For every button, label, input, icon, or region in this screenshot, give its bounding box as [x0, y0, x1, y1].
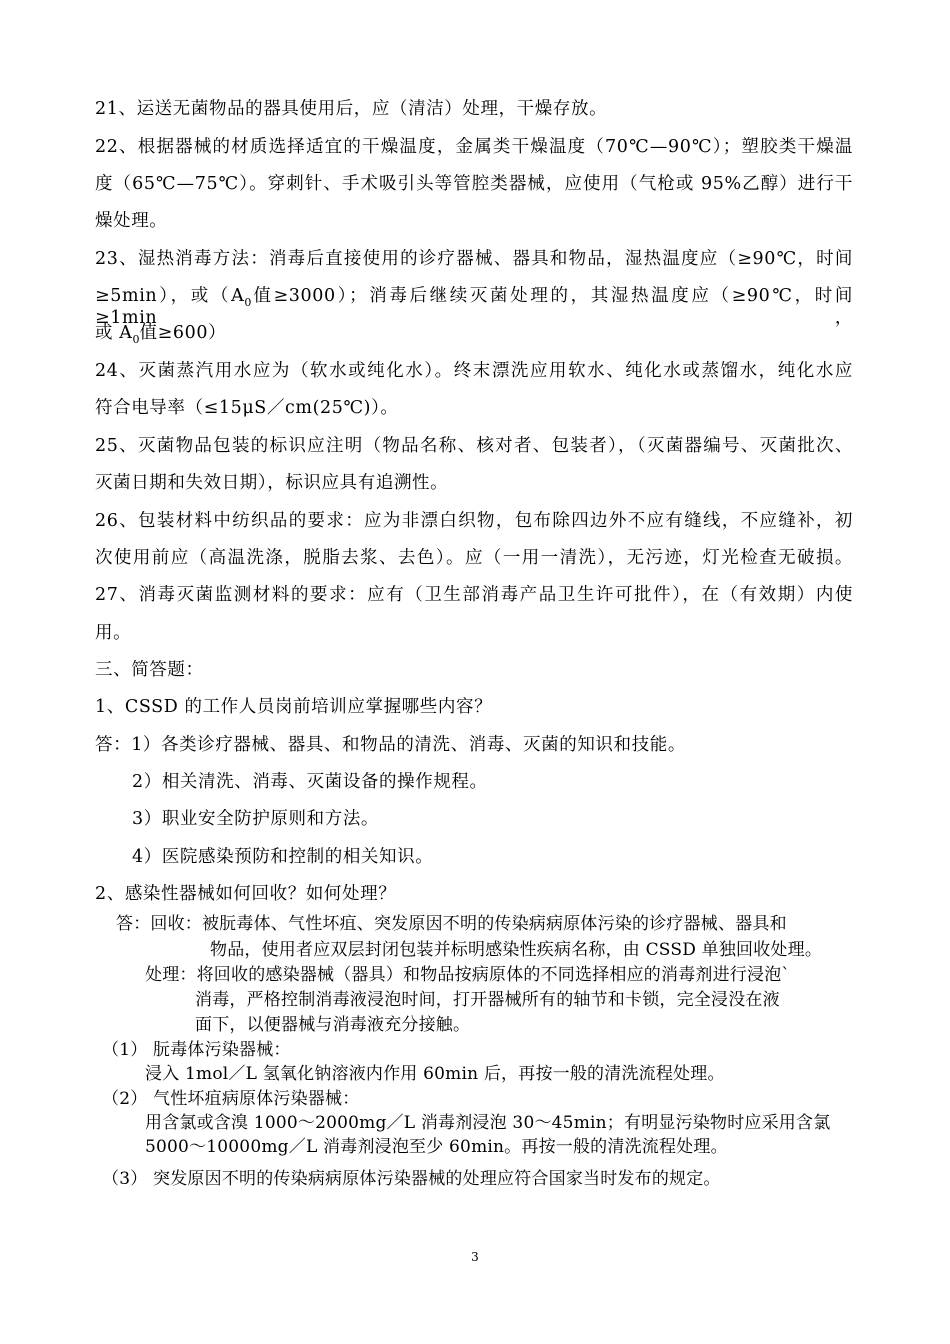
item-27-line-2: 用。: [95, 623, 132, 643]
item-21: 21、运送无菌物品的器具使用后，应（清洁）处理，干燥存放。: [95, 99, 608, 119]
item-23-line-2-post: 值≥3000）；消毒后继续灭菌处理的，其湿热温度应（≥90℃，时间≥1min，: [95, 286, 853, 328]
a0-subscript: 0: [244, 296, 252, 309]
item-22-line-3: 燥处理。: [95, 211, 168, 231]
item-27-line-1: 27、消毒灭菌监测材料的要求：应有（卫生部消毒产品卫生许可批件），在（有效期）内使: [95, 585, 853, 605]
item-23-line-2: [95, 286, 853, 328]
answer-2-process-line-2: 消毒，严格控制消毒液浸泡时间，打开器械所有的轴节和卡锁，完全浸没在液: [195, 990, 780, 1010]
gas-gangrene-heading: （2） 气性坏疽病原体污染器械：: [102, 1089, 360, 1109]
item-22-line-2: 度（65℃—75℃）。穿刺针、手术吸引头等管腔类器械，应使用（气枪或 95%乙醇）进行干: [95, 174, 853, 194]
question-1: 1、CSSD 的工作人员岗前培训应掌握哪些内容？: [95, 697, 493, 717]
item-22-line-1: 22、根据器械的材质选择适宜的干燥温度，金属类干燥温度（70℃—90℃）；塑胶类干燥温: [95, 137, 853, 157]
item-26-line-1: 26、包装材料中纺织品的要求：应为非漂白织物，包布除四边外不应有缝线，不应缝补，初: [95, 511, 853, 531]
item-23-line-3-pre: 或 A: [95, 323, 133, 343]
item-25-line-2: 灭菌日期和失效日期），标识应具有追溯性。: [95, 473, 449, 493]
a0-subscript: 0: [132, 333, 140, 346]
item-24-line-2: 符合电导率（≤15μS／cm(25℃)）。: [95, 398, 399, 418]
prion-treatment: 浸入 1mol／L 氢氧化钠溶液内作用 60min 后，再按一般的清洗流程处理。: [145, 1064, 725, 1084]
gas-gangrene-treatment-line-2: 5000～10000mg／L 消毒剂浸泡至少 60min。再按一般的清洗流程处理。: [145, 1137, 728, 1157]
item-26-line-2: 次使用前应（高温洗涤，脱脂去浆、去色）。应（一用一清洗），无污迹，灯光检查无破损。: [95, 548, 853, 568]
question-2: 2、感染性器械如何回收？如何处理？: [95, 884, 397, 904]
answer-2-process-line-1: 处理：将回收的感染器械（器具）和物品按病原体的不同选择相应的消毒剂进行浸泡`: [145, 965, 791, 985]
prion-heading: （1） 朊毒体污染器械：: [102, 1040, 291, 1060]
answer-1-item-4: 4）医院感染预防和控制的相关知识。: [132, 847, 434, 867]
item-23-line-3: [95, 323, 226, 345]
section-heading-short-answer: 三、简答题：: [95, 660, 204, 680]
gas-gangrene-treatment-line-1: 用含氯或含溴 1000～2000mg／L 消毒剂浸泡 30～45min；有明显污染物时应采用含氯: [145, 1113, 831, 1133]
answer-2-process-line-3: 面下，以便器械与消毒液充分接触。: [195, 1015, 471, 1035]
item-25-line-1: 25、灭菌物品包装的标识应注明（物品名称、核对者、包装者），（灭菌器编号、灭菌批次、: [95, 436, 853, 456]
answer-1-item-3: 3）职业安全防护原则和方法。: [132, 809, 380, 829]
item-24-line-1: 24、灭菌蒸汽用水应为（软水或纯化水）。终末漂洗应用软水、纯化水或蒸馏水，纯化水应: [95, 361, 853, 381]
item-23-line-1: 23、湿热消毒方法：消毒后直接使用的诊疗器械、器具和物品，湿热温度应（≥90℃，时间: [95, 249, 853, 269]
item-23-line-2-pre: ≥5min），或（A: [95, 286, 245, 306]
answer-1-item-1: 答：1）各类诊疗器械、器具、和物品的清洗、消毒、灭菌的知识和技能。: [95, 735, 686, 755]
unknown-pathogen-item: （3） 突发原因不明的传染病病原体污染器械的处理应符合国家当时发布的规定。: [102, 1169, 721, 1189]
answer-2-recover-line-2: 物品，使用者应双层封闭包装并标明感染性疾病名称，由 CSSD 单独回收处理。: [210, 940, 823, 960]
item-23-line-3-post: 值≥600）: [139, 323, 227, 343]
answer-2-recover-line-1: 答：回收：被朊毒体、气性坏疽、突发原因不明的传染病病原体污染的诊疗器械、器具和: [116, 914, 787, 934]
answer-1-item-2: 2）相关清洗、消毒、灭菌设备的操作规程。: [132, 772, 488, 792]
page-number: 3: [471, 1250, 479, 1264]
